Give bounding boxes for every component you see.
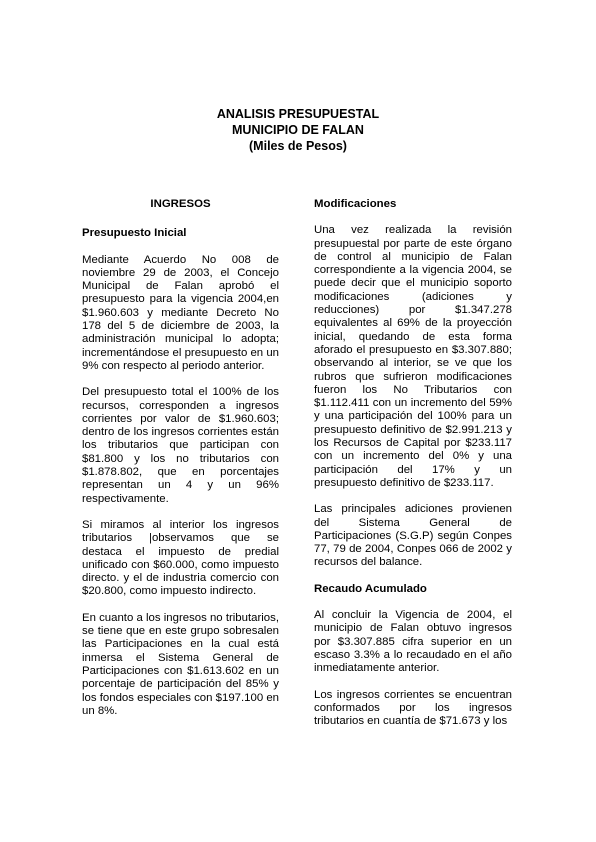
subheading-modificaciones: Modificaciones	[314, 198, 397, 210]
title-line-1: ANALISIS PRESUPUESTAL	[216, 107, 380, 121]
paragraph: Una vez realizada la revisión presupuestal por parte de este órgano de control al municipio de Falan correspondiente a la vigencia 2004, se puede decir que el municipio soporto modificaciones (adiciones y reducciones) por $1.347.278 equivalentes al 69% de la proyección inicial, quedando de esta forma aforado el presupuesto en $3.307.880; observando al interior, se ve que los rubros que sufrieron modificaciones fueron los No Tributarios con $1.112.411 con un incremento del 59% y una participación del 100% para un presupuesto definitivo de $2.991.213 y los Recursos de Capital por $233.117 con un incremento del 0% y una participación del 17% y un presupuesto definitivo de $233.117.	[314, 224, 512, 489]
title-line-3: (Miles de Pesos)	[249, 139, 347, 153]
title-line-2: MUNICIPIO DE FALAN	[232, 123, 364, 137]
paragraph: Mediante Acuerdo No 008 de noviembre 29 de 2003, el Concejo Municipal de Falan aprobó el presupuesto para la vigencia 2004,en $1.960.603 y mediante Decreto No 178 del 5 de diciembre de 2003, la administración municipal lo adopta; incrementándose el presupuesto en un 9% con respecto al periodo anterior.	[82, 253, 279, 372]
paragraph: Si miramos al interior los ingresos tributarios |observamos que se destaca el impuesto de predial unificado con $60.000, como impuesto directo. y el de industria comercio con $20.800, como impuesto indirecto.	[82, 518, 279, 598]
section-heading-ingresos: INGRESOS	[150, 198, 211, 210]
paragraph: En cuanto a los ingresos no tributarios, se tiene que en este grupo sobresalen las Participaciones en la cual está inmersa el Sistema General de Participaciones con $1.613.602 en un porcentaje de participación del 85% y los fondos especiales con $197.100 en un 8%.	[82, 611, 279, 717]
right-column	[314, 198, 512, 728]
document-title	[0, 106, 596, 154]
paragraph: Del presupuesto total el 100% de los recursos, corresponden a ingresos corrientes por valor de $1.960.603; dentro de los ingresos corrientes están los tributarios que participan con $81.800 y los no tributarios con $1.878.802, que en porcentajes representan un 4 y un 96% respectivamente.	[82, 386, 279, 505]
paragraph: Al concluir la Vigencia de 2004, el municipio de Falan obtuvo ingresos por $3.307.885 cifra superior en un escaso 3.3% a lo recaudado en el año inmediatamente anterior.	[314, 609, 512, 675]
left-column	[82, 198, 279, 718]
subheading-presupuesto-inicial: Presupuesto Inicial	[82, 227, 187, 240]
paragraph: Las principales adiciones provienen del Sistema General de Participaciones (S.G.P) según Conpes 77, 79 de 2004, Conpes 066 de 2002 y recursos del balance.	[314, 503, 512, 569]
paragraph: Los ingresos corrientes se encuentran conformados por los ingresos tributarios en cuantía de $71.673 y los	[314, 688, 512, 728]
subheading-recaudo-acumulado: Recaudo Acumulado	[314, 582, 427, 595]
